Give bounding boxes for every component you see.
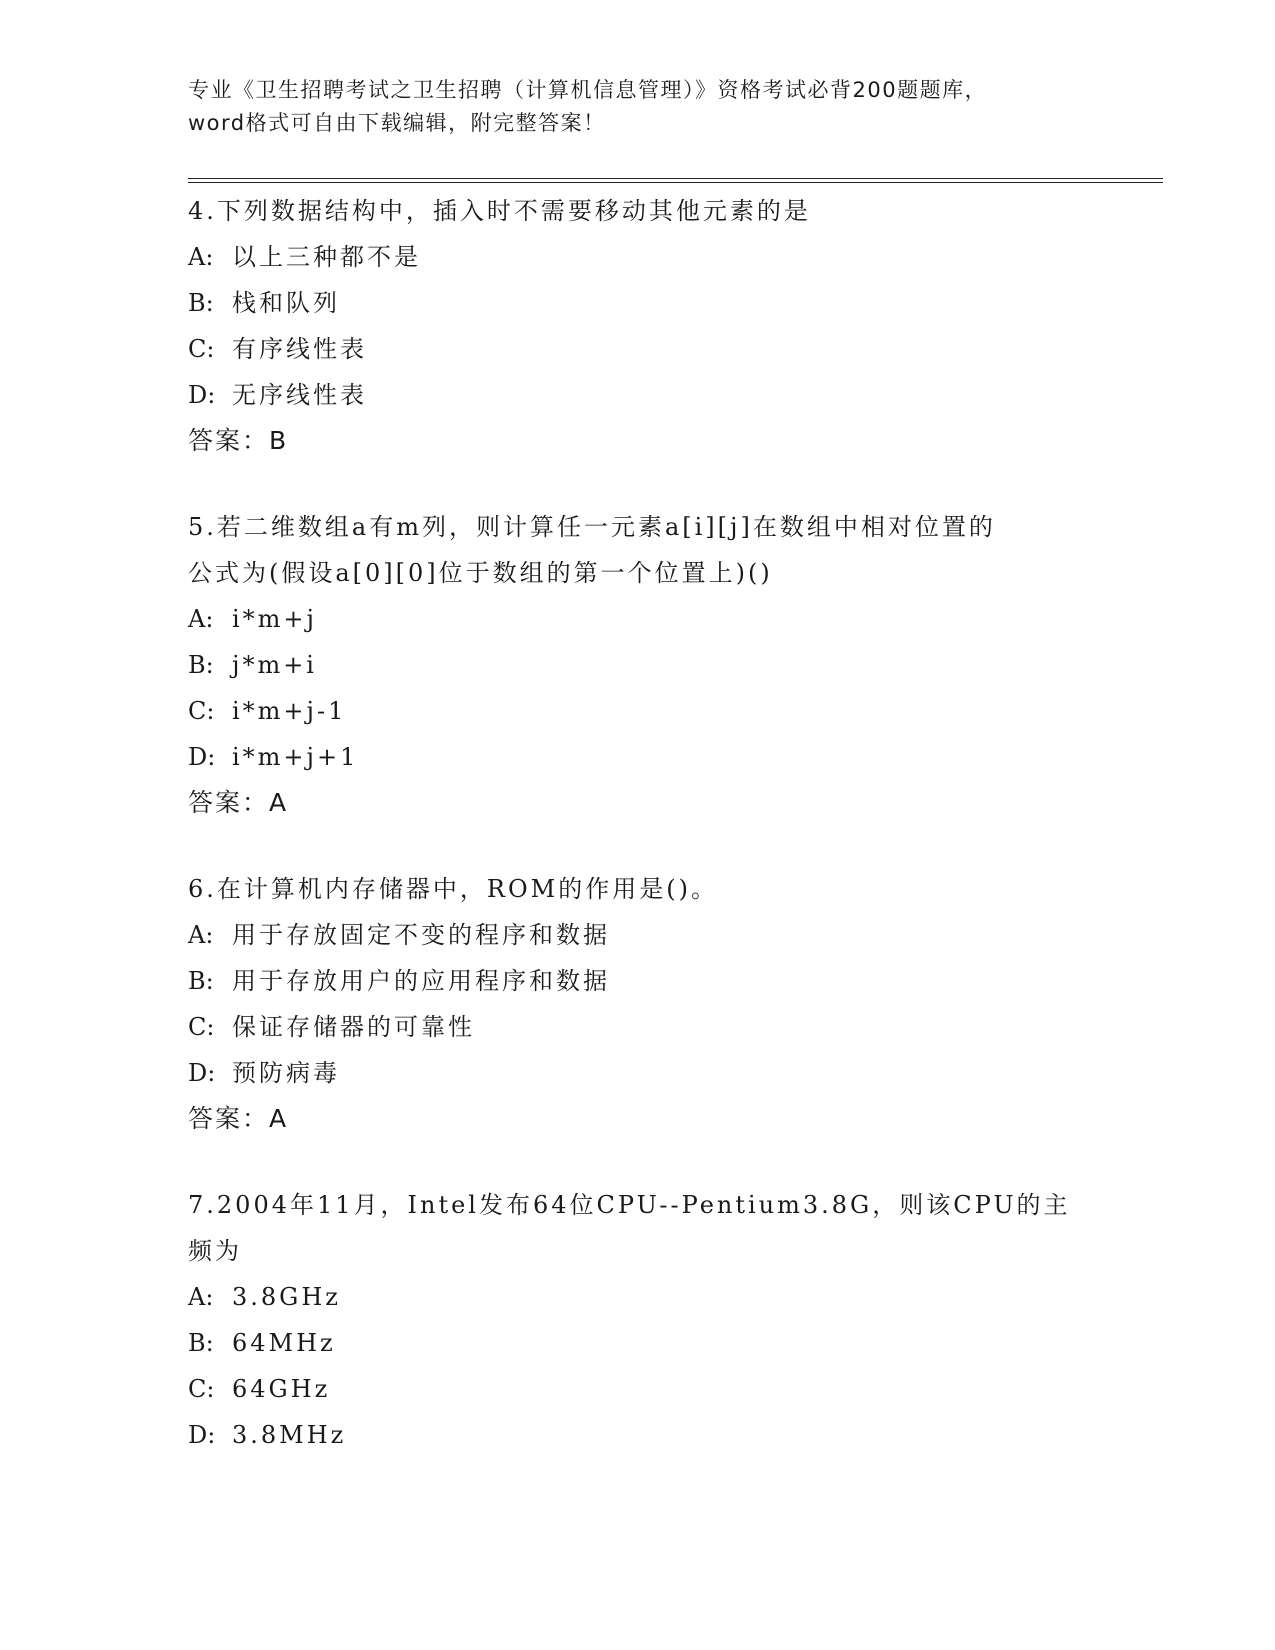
option-text: 预防病毒 — [232, 1059, 340, 1087]
option-label: C: — [188, 697, 215, 725]
option-text: i*m+j — [232, 605, 317, 633]
option-c — [188, 688, 1088, 734]
option-b — [188, 1320, 1088, 1366]
option-a — [188, 1274, 1088, 1320]
option-c — [188, 1366, 1088, 1412]
question-6 — [188, 866, 1088, 1142]
question-list — [188, 188, 1088, 1498]
option-c — [188, 326, 1088, 372]
question-text: 7.2004年11月，Intel发布64位CPU--Pentium3.8G，则该CPU的主 — [188, 1191, 1071, 1219]
question-text: 6.在计算机内存储器中，ROM的作用是()。 — [188, 875, 718, 903]
document-header — [188, 74, 1088, 140]
option-text: 以上三种都不是 — [232, 243, 421, 271]
option-label: B: — [188, 651, 214, 679]
question-7 — [188, 1182, 1088, 1458]
option-label: C: — [188, 1013, 215, 1041]
option-label: A: — [188, 1283, 214, 1311]
header-divider — [188, 178, 1163, 183]
option-d — [188, 372, 1088, 418]
option-text: 无序线性表 — [232, 381, 367, 409]
option-label: B: — [188, 967, 214, 995]
option-b — [188, 642, 1088, 688]
option-text: 用于存放固定不变的程序和数据 — [232, 921, 610, 949]
option-label: D: — [188, 381, 216, 409]
option-a — [188, 912, 1088, 958]
option-a — [188, 596, 1088, 642]
option-a — [188, 234, 1088, 280]
option-label: C: — [188, 1375, 215, 1403]
option-d — [188, 734, 1088, 780]
option-text: 64GHz — [232, 1375, 331, 1403]
option-text: 用于存放用户的应用程序和数据 — [232, 967, 610, 995]
option-label: B: — [188, 1329, 214, 1357]
option-b — [188, 280, 1088, 326]
question-text-continued: 频为 — [188, 1237, 242, 1265]
header-line-1: 专业《卫生招聘考试之卫生招聘（计算机信息管理）》资格考试必背200题题库， — [188, 78, 988, 102]
option-label: B: — [188, 289, 214, 317]
question-4 — [188, 188, 1088, 464]
option-text: 3.8GHz — [232, 1283, 341, 1311]
answer-text: 答案：A — [188, 788, 289, 817]
question-text: 5.若二维数组a有m列，则计算任一元素a[i][j]在数组中相对位置的 — [188, 513, 996, 541]
answer-text: 答案：A — [188, 1104, 289, 1133]
option-text: 3.8MHz — [232, 1421, 347, 1449]
answer-text: 答案：B — [188, 426, 289, 455]
option-c — [188, 1004, 1088, 1050]
option-label: A: — [188, 605, 214, 633]
option-label: D: — [188, 1059, 216, 1087]
option-b — [188, 958, 1088, 1004]
option-text: i*m+j+1 — [232, 743, 359, 771]
option-label: A: — [188, 921, 214, 949]
option-label: C: — [188, 335, 215, 363]
option-d — [188, 1050, 1088, 1096]
question-5 — [188, 504, 1088, 826]
option-text: i*m+j-1 — [232, 697, 347, 725]
option-text: 保证存储器的可靠性 — [232, 1013, 475, 1041]
option-label: D: — [188, 1421, 216, 1449]
option-text: 栈和队列 — [232, 289, 340, 317]
question-text-continued: 公式为(假设a[0][0]位于数组的第一个位置上)() — [188, 559, 773, 587]
option-d — [188, 1412, 1088, 1458]
option-text: 有序线性表 — [232, 335, 367, 363]
option-text: j*m+i — [232, 651, 317, 679]
option-label: A: — [188, 243, 214, 271]
option-label: D: — [188, 743, 216, 771]
question-text: 4.下列数据结构中，插入时不需要移动其他元素的是 — [188, 197, 811, 225]
header-line-2: word格式可自由下载编辑，附完整答案！ — [188, 111, 606, 135]
option-text: 64MHz — [232, 1329, 336, 1357]
